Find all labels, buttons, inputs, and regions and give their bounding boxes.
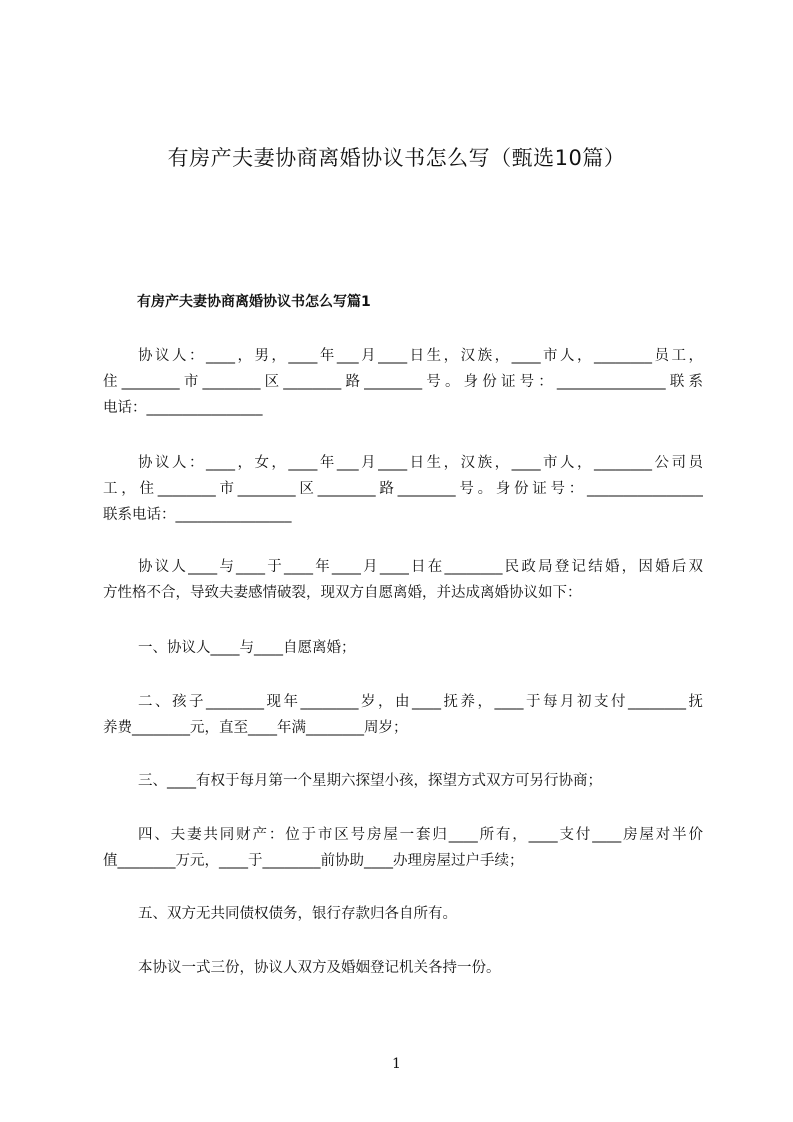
clause-3-paragraph (103, 768, 703, 794)
paragraph-line: 住________市________区________路________号。身份证号：_______________联系 (103, 374, 703, 390)
document-title: 有房产夫妻协商离婚协议书怎么写（甄选10篇） (167, 146, 626, 170)
paragraph-line: 工，住________市________区________路________号。身份证号：________________ (103, 481, 703, 497)
copies-paragraph (103, 955, 703, 981)
paragraph-line: 三、____有权于每月第一个星期六探望小孩，探望方式双方可另行协商； (138, 773, 602, 789)
clause-4-paragraph (103, 822, 703, 874)
page-number: 1 (392, 1056, 401, 1072)
paragraph-line: 本协议一式三份，协议人双方及婚姻登记机关各持一份。 (138, 960, 501, 976)
paragraph-line: 协议人____与____于____年____月____日在________民政局登记结婚，因婚后双 (138, 559, 703, 575)
party-b-paragraph (103, 450, 703, 528)
paragraph-line: 值________万元，____于________前协助____办理房屋过户手续； (103, 853, 524, 869)
paragraph-line: 二、孩子________现年________岁，由____抚养，____于每月初支付________抚 (138, 694, 703, 710)
paragraph-line: 协议人：____，男，____年___月____日生，汉族，____市人，________员工， (138, 348, 703, 364)
paragraph-line: 养费________元，直至____年满________周岁； (103, 720, 408, 736)
clause-1-paragraph (103, 635, 703, 661)
clause-5-paragraph (103, 901, 703, 927)
paragraph-line: 联系电话：________________ (103, 507, 292, 523)
paragraph-line: 电话：________________ (103, 400, 263, 416)
section-heading: 有房产夫妻协商离婚协议书怎么写篇1 (137, 294, 371, 310)
clause-2-paragraph (103, 689, 703, 741)
marriage-background-paragraph (103, 554, 703, 606)
paragraph-line: 一、协议人____与____自愿离婚； (138, 640, 356, 656)
paragraph-line: 方性格不合，导致夫妻感情破裂，现双方自愿离婚，并达成离婚协议如下： (103, 585, 582, 601)
party-a-paragraph (103, 343, 703, 421)
paragraph-line: 协议人：____，女，____年___月____日生，汉族，____市人，________公司员 (138, 455, 703, 471)
paragraph-line: 四、夫妻共同财产：位于市区号房屋一套归____所有，____支付____房屋对半价 (138, 827, 703, 843)
paragraph-line: 五、双方无共同债权债务，银行存款归各自所有。 (138, 906, 457, 922)
